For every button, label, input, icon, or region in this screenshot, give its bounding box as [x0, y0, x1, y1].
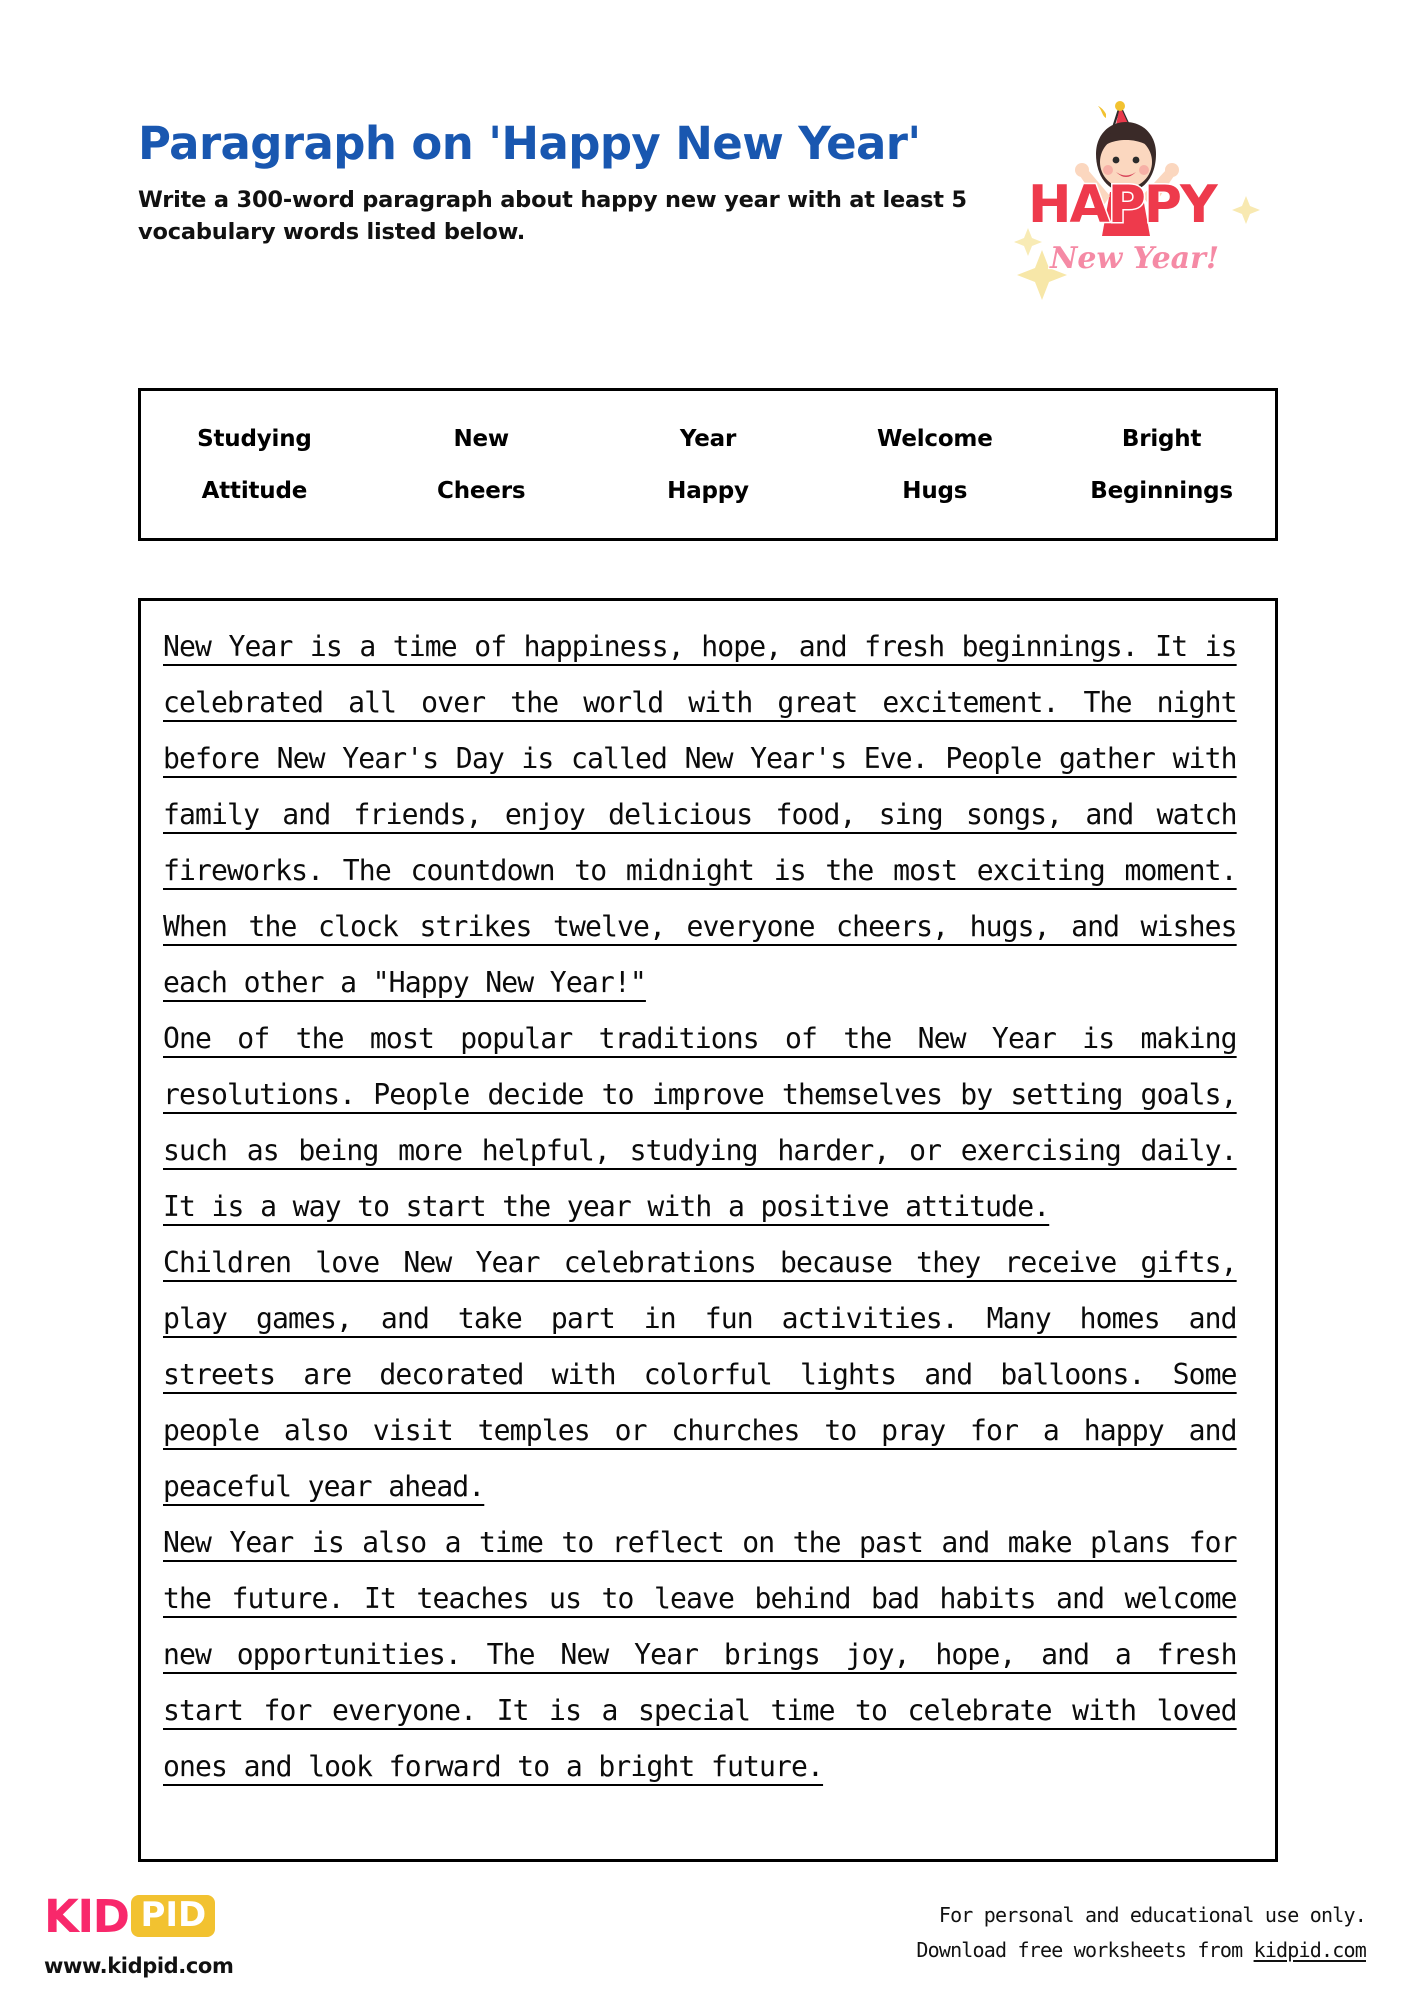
logo-pid-badge: PID: [131, 1895, 215, 1937]
vocabulary-word: Happy: [667, 477, 749, 504]
vocabulary-word: Bright: [1121, 425, 1202, 452]
logo-website-url: www.kidpid.com: [44, 1954, 234, 1978]
vocabulary-row: [141, 465, 1275, 517]
happy-new-year-illustration: [1010, 100, 1280, 330]
vocabulary-word: New: [453, 425, 509, 452]
footer-notice-prefix: Download free worksheets from: [916, 1938, 1254, 1962]
svg-text:New Year!: New Year!: [1050, 241, 1220, 276]
kidpid-link[interactable]: kidpid.com: [1253, 1938, 1366, 1962]
vocabulary-box: [138, 388, 1278, 541]
new-year-lettering: [1049, 241, 1219, 276]
footer-notice: [916, 1898, 1366, 1968]
essay-paragraph: New Year is also a time to reflect on the past and make plans for the future. It teaches us to leave behind bad habits and welcome new opportunities. The New Year brings joy, hope, and a fresh start for everyone. It is a special time to celebrate with loved ones and look forward to a bright future.: [163, 1526, 1237, 1783]
essay-paragraph: New Year is a time of happiness, hope, and fresh beginnings. It is celebrated all over the world with great excitement. The night before New Year's Day is called New Year's Eve. People gather with family and friends, enjoy delicious food, sing songs, and watch fireworks. The countdown to midnight is the most exciting moment. When the clock strikes twelve, everyone cheers, hugs, and wishes each other a "Happy New Year!": [163, 630, 1237, 999]
vocabulary-word: Beginnings: [1090, 477, 1233, 504]
page-title: Paragraph on 'Happy New Year': [138, 117, 921, 170]
vocabulary-word: Studying: [197, 425, 312, 452]
svg-text:HAPPY: HAPPY: [1028, 175, 1216, 235]
logo-kid-text: KID: [44, 1889, 129, 1943]
vocabulary-word: Attitude: [201, 477, 308, 504]
vocabulary-word: Year: [679, 425, 737, 452]
essay-paragraph: One of the most popular traditions of the New Year is making resolutions. People decide to improve themselves by setting goals, such as being more helpful, studying harder, or exercising daily. It is a way to start the year with a positive attitude.: [163, 1022, 1237, 1223]
page-footer: [0, 1890, 1414, 2000]
vocabulary-word: Hugs: [902, 477, 968, 504]
footer-notice-line1: For personal and educational use only.: [938, 1903, 1366, 1927]
vocabulary-word: Cheers: [437, 477, 526, 504]
essay-paragraph: Children love New Year celebrations because they receive gifts, play games, and take part in fun activities. Many homes and streets are decorated with colorful lights and balloons. Some people also visit temples or churches to pray for a happy and peaceful year ahead.: [163, 1246, 1237, 1503]
logo-mark: [44, 1890, 233, 1942]
worksheet-instructions: Write a 300-word paragraph about happy new year with at least 5 vocabulary words listed below.: [138, 187, 967, 246]
kidpid-logo[interactable]: [44, 1890, 233, 1978]
essay-answer-box[interactable]: [138, 598, 1278, 1862]
vocabulary-word: Welcome: [876, 425, 993, 452]
happy-lettering: [1028, 175, 1219, 235]
vocabulary-row: [141, 413, 1275, 465]
footer-notice-line2: [916, 1933, 1366, 1968]
illustration-svg: [1010, 100, 1280, 330]
